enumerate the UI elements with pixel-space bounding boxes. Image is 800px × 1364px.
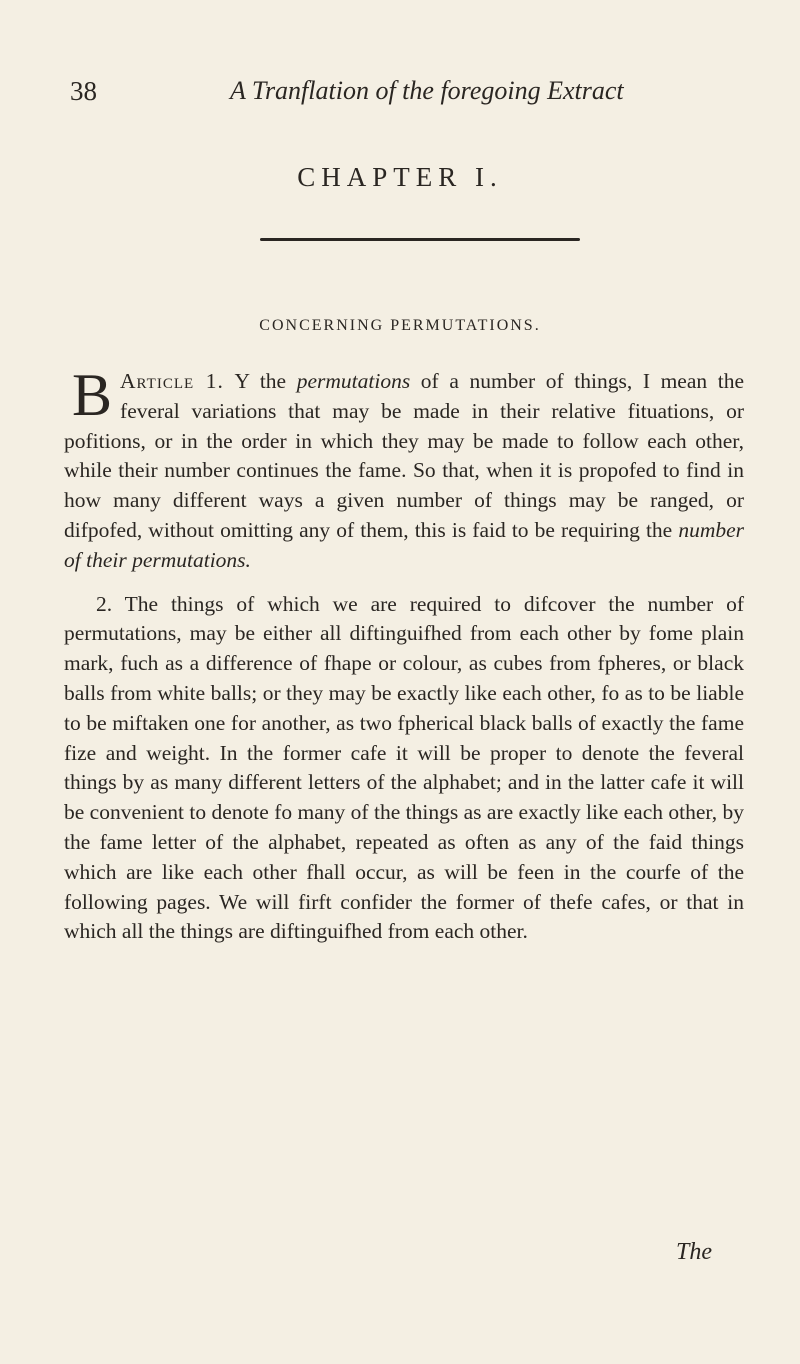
article-1-text-b: of a number of things, I mean the feveral variations that may be made in their relative fituations, or pofitions, or in the order in which they may be made to follow each other, while their number continues the fame. So that, when it is propofed to find in how many different ways a given number of things may be ranged, or difpofed, without omitting any of them, this is faid to be requiring the: [64, 369, 745, 542]
drop-capital: B: [72, 362, 113, 428]
article-label: Article 1.: [120, 369, 224, 393]
running-title: A Tranflation of the foregoing Extract: [230, 76, 624, 105]
emphasis-permutations: permutations: [296, 369, 411, 393]
emphasis-number-of-permutations: number of their permutations.: [64, 517, 744, 572]
divider-rule: [260, 238, 580, 241]
section-title: CONCERNING PERMUTATIONS.: [259, 317, 541, 334]
article-2-paragraph: 2. The things of which we are required to difcover the number of permutations, may be either all diftinguifhed from each other by fome plain mark, fuch as a difference of fhape or colour, as cubes from fpheres, or black balls from white balls; or they may be exactly like each other, fo as to be liable to be miftaken one for another, as two fpherical black balls of exactly the fame fize and weight. In the former cafe it will be proper to denote the feveral things by as many different letters of the alphabet; and in the latter cafe it will be convenient to denote fo many of the things as are exactly like each other, by the fame letter of the alphabet, repeated as often as any of the faid things which are like each other fhall occur, as will be feen in the courfe of the following pages. We will firft confider the former of thefe cafes, or that in which all the things are diftinguifhed from each other.: [64, 591, 744, 944]
article-1-paragraph: [64, 362, 745, 576]
catchword: The: [676, 1239, 712, 1265]
page-header: [70, 76, 730, 116]
chapter-title: CHAPTER I.: [297, 162, 503, 192]
page-number: 38: [70, 76, 97, 106]
article-1-text-a: Y the: [234, 369, 297, 393]
body-text: [64, 362, 745, 947]
